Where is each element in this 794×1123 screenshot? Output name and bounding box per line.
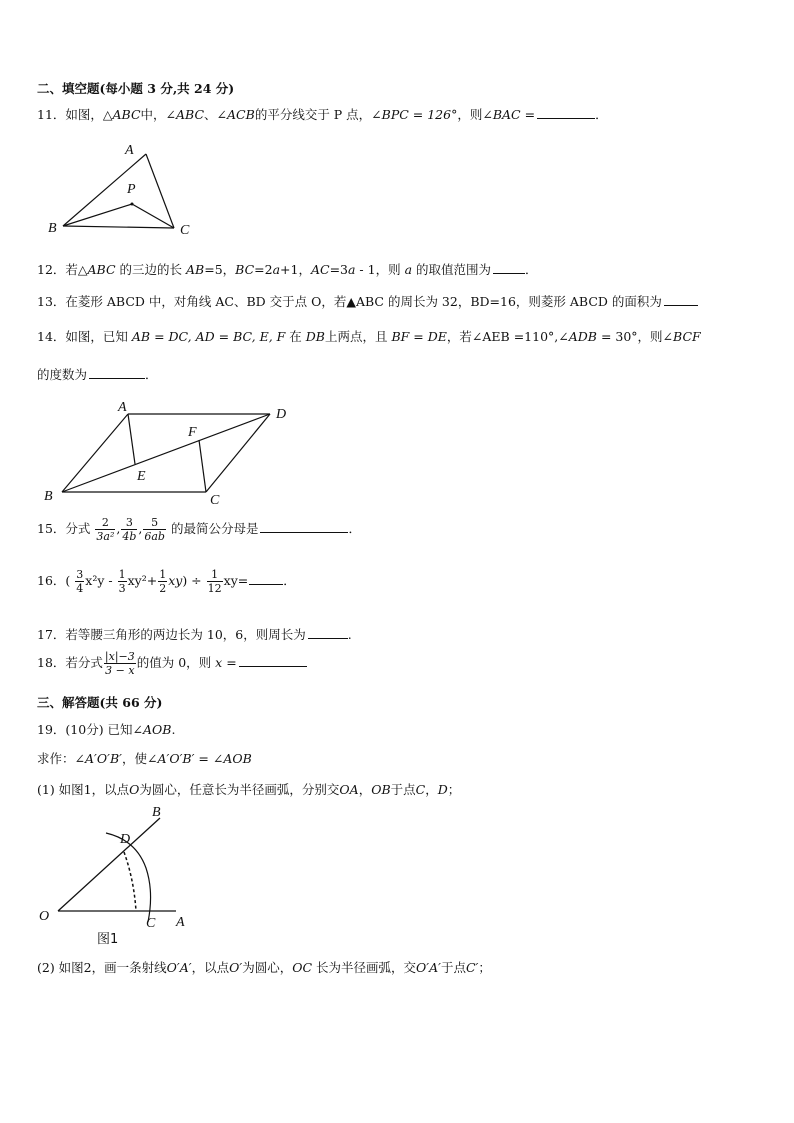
q19-req-text1: 求作： bbox=[37, 751, 75, 766]
q16-term1: x²y - bbox=[85, 573, 113, 588]
question-14-line2 bbox=[37, 365, 158, 383]
fig11-side-bc bbox=[63, 226, 174, 228]
fig14-label-a: A bbox=[118, 400, 127, 415]
question-18 bbox=[37, 650, 307, 677]
q12-bc: BC bbox=[235, 262, 255, 277]
figure-19-angle-construction bbox=[36, 800, 206, 950]
q19-req-angle2: ∠A′O′B′ = ∠AOB bbox=[146, 751, 252, 766]
q16-f1-den: 4 bbox=[76, 582, 84, 595]
q11-text3: 的平分线交于 P 点， bbox=[254, 107, 372, 122]
q16-fraction-2 bbox=[118, 568, 127, 595]
q12-v1: =5， bbox=[204, 262, 236, 277]
q18-frac-num: |x|−3 bbox=[104, 650, 135, 663]
q16-text1: 16．( bbox=[37, 573, 71, 588]
q12-text1: 12．若△ bbox=[37, 262, 88, 277]
q14-text3: 上两点，且 bbox=[324, 329, 392, 344]
q19-req-text2: ，使 bbox=[121, 751, 147, 766]
fig14-diagonal-bd bbox=[62, 414, 270, 492]
fig19-arc-dashed bbox=[124, 852, 136, 911]
fig14-label-c: C bbox=[210, 493, 220, 508]
section-title-fill-in: 二、填空题(每小题 3 分,共 24 分) bbox=[37, 81, 235, 96]
q19-2-oa2: O′A′ bbox=[416, 960, 441, 975]
fig11-bisector-bp bbox=[63, 204, 132, 226]
q19-1-text2: 为圆心，任意长为半径画弧，分别交 bbox=[139, 782, 340, 797]
fig14-segment-ae bbox=[128, 414, 135, 464]
q12-a3: a bbox=[404, 262, 413, 277]
question-19-requirement bbox=[37, 749, 252, 767]
fig19-label-d: D bbox=[120, 832, 131, 847]
q12-tri: ABC bbox=[87, 262, 116, 277]
q19-1-o: O bbox=[129, 782, 140, 797]
q12-answer-blank[interactable] bbox=[493, 263, 525, 274]
q18-fraction bbox=[104, 650, 136, 677]
q18-text1: 18．若分式 bbox=[37, 655, 103, 670]
fig14-side-ab bbox=[62, 414, 128, 492]
q18-answer-blank[interactable] bbox=[239, 656, 307, 667]
q12-v2: =2 bbox=[254, 262, 273, 277]
q16-answer-blank[interactable] bbox=[249, 574, 283, 585]
question-12 bbox=[37, 260, 538, 278]
q19-aob: ∠AOB bbox=[132, 722, 172, 737]
q12-a1: a bbox=[272, 262, 281, 277]
q19-1-text5: ， bbox=[425, 782, 438, 797]
q15-f3-den: 6ab bbox=[144, 530, 165, 543]
q12-a2: a bbox=[348, 262, 356, 277]
q14-cond1: AB = DC, AD = BC, E, F bbox=[131, 329, 286, 344]
q15-fraction-2 bbox=[121, 516, 137, 543]
q11-angle1: ∠ABC bbox=[165, 107, 205, 122]
q11-ask: ∠BAC = bbox=[482, 107, 536, 122]
q14-bcf: BCF bbox=[673, 329, 701, 344]
q15-f1-den: 3a² bbox=[96, 530, 115, 543]
fig14-label-e: E bbox=[137, 469, 146, 484]
q11-text: 11．如图， bbox=[37, 107, 103, 122]
fig19-label-o: O bbox=[39, 909, 50, 924]
q15-fraction-1 bbox=[95, 516, 115, 543]
q19-2-oc: OC bbox=[292, 960, 313, 975]
fig19-label-a: A bbox=[176, 915, 185, 930]
q15-f3-num: 5 bbox=[143, 516, 166, 530]
q15-f2-den: 4b bbox=[122, 530, 137, 543]
q15-end: ． bbox=[348, 521, 361, 536]
fig14-segment-cf bbox=[199, 440, 206, 492]
q19-1-text3: ， bbox=[358, 782, 372, 797]
q11-answer-blank[interactable] bbox=[537, 108, 595, 119]
q16-f4-num: 1 bbox=[207, 568, 223, 582]
fig11-side-ac bbox=[146, 154, 174, 228]
q16-f2-num: 1 bbox=[118, 568, 126, 581]
q14-adb: ADB bbox=[568, 329, 597, 344]
q11-tri: △ABC bbox=[102, 107, 141, 122]
q12-text2: 的三边的长 bbox=[115, 262, 186, 277]
q16-f1-num: 3 bbox=[76, 568, 84, 581]
q17-end: . bbox=[347, 627, 352, 642]
fig11-label-p: P bbox=[127, 182, 136, 197]
fig19-label-b: B bbox=[152, 805, 161, 820]
question-15: 15．分式 $\frac{2}{\text{3a²}}$ , $\frac{3}{4b}$ , $\frac{5}{6ab}$ 的最简公分母是 ． bbox=[37, 516, 361, 543]
q18-x: x bbox=[215, 655, 223, 670]
q14-cond2: BF = DE bbox=[391, 329, 447, 344]
question-19 bbox=[37, 720, 175, 738]
figure-11-triangle bbox=[40, 138, 210, 238]
q19-1-text4: 于点 bbox=[390, 782, 416, 797]
question-17 bbox=[37, 625, 352, 643]
q16-f4-den: 12 bbox=[207, 582, 222, 595]
q14-answer-blank[interactable] bbox=[89, 368, 145, 379]
q14-end: ． bbox=[145, 367, 158, 382]
q18-text3: = bbox=[222, 655, 237, 670]
q19-1-text1: (1) 如图1，以点 bbox=[37, 782, 130, 797]
q15-text1: 15．分式 bbox=[37, 521, 91, 536]
q12-text3: 的取值范围为 bbox=[412, 262, 491, 277]
q19-end: . bbox=[171, 722, 176, 737]
question-13 bbox=[37, 292, 698, 310]
q16-f3-den: 2 bbox=[159, 582, 167, 595]
q12-v3: +1， bbox=[280, 262, 311, 277]
q12-ac: AC bbox=[310, 262, 330, 277]
q11-condition: ∠BPC = 126° bbox=[371, 107, 458, 122]
q19-2-oa: O′A′ bbox=[166, 960, 192, 975]
q15-f1-num: 2 bbox=[95, 516, 115, 530]
q16-term2: xy²+ bbox=[127, 573, 158, 588]
q15-answer-blank[interactable] bbox=[260, 522, 348, 533]
fig11-point-p bbox=[131, 203, 134, 206]
q19-2-text1: (2) 如图2，画一条射线 bbox=[37, 960, 167, 975]
q19-2-text2: ，以点 bbox=[191, 960, 230, 975]
q12-v5: - 1，则 bbox=[355, 262, 405, 277]
q14-text1: 14．如图，已知 bbox=[37, 329, 132, 344]
q13-text: 13．在菱形 ABCD 中，对角线 AC、BD 交于点 O，若▲ABC 的周长为 32，BD=16，则菱形 ABCD 的面积为 bbox=[37, 294, 662, 309]
fig19-caption: 图1 bbox=[97, 932, 119, 947]
q19-1-text6: ； bbox=[447, 782, 461, 797]
q18-frac-den: 3 − x bbox=[105, 664, 135, 677]
q19-2-text6: ； bbox=[478, 960, 491, 975]
fig11-label-a: A bbox=[125, 143, 134, 158]
q16-term3: xy bbox=[168, 573, 183, 588]
q19-2-text5: 于点 bbox=[440, 960, 466, 975]
fig14-label-b: B bbox=[44, 489, 53, 504]
fig14-label-f: F bbox=[188, 425, 197, 440]
q16-term4: ) ÷ bbox=[182, 573, 202, 588]
question-11 bbox=[37, 105, 608, 123]
fig14-label-d: D bbox=[276, 407, 287, 422]
q19-1-oa: OA bbox=[339, 782, 359, 797]
q16-f2-den: 3 bbox=[118, 582, 126, 595]
q19-1-ob: OB bbox=[371, 782, 391, 797]
q12-end: ． bbox=[525, 262, 538, 277]
q12-v4: =3 bbox=[329, 262, 348, 277]
q17-text: 17．若等腰三角形的两边长为 10，6，则周长为 bbox=[37, 627, 306, 642]
fig11-bisector-cp bbox=[132, 204, 174, 228]
q16-f3-num: 1 bbox=[159, 568, 167, 581]
question-16 bbox=[37, 568, 296, 595]
figure-14-parallelogram bbox=[40, 396, 300, 511]
fig11-label-b: B bbox=[48, 221, 57, 236]
q17-answer-blank[interactable] bbox=[308, 628, 348, 639]
q14-text2: 在 bbox=[285, 329, 306, 344]
fig11-label-c: C bbox=[180, 223, 190, 238]
question-19-step2 bbox=[37, 958, 491, 976]
q19-text1: 19．(10分) 已知 bbox=[37, 722, 133, 737]
q14-db: DB bbox=[305, 329, 325, 344]
q13-answer-blank[interactable] bbox=[664, 295, 698, 306]
q15-text2: 的最简公分母是 bbox=[170, 521, 259, 536]
q14-line2-text: 的度数为 bbox=[37, 367, 88, 382]
question-14 bbox=[37, 327, 701, 345]
q11-end: ． bbox=[595, 107, 608, 122]
q11-text2: 中， bbox=[140, 107, 166, 122]
q14-text4: ，若∠AEB =110°,∠ bbox=[446, 329, 569, 344]
q19-2-c: C′ bbox=[465, 960, 479, 975]
q16-term5: xy= bbox=[223, 573, 249, 588]
q19-2-text4: 长为半径画弧，交 bbox=[312, 960, 417, 975]
q16-fraction-1 bbox=[75, 568, 84, 595]
q19-1-c: C bbox=[415, 782, 426, 797]
q11-angle2: ∠ACB bbox=[216, 107, 255, 122]
section-title-solutions: 三、解答题(共 66 分) bbox=[37, 695, 163, 710]
q14-text5: = 30°，则∠ bbox=[596, 329, 674, 344]
fig19-label-c: C bbox=[146, 916, 156, 931]
q19-1-d: D bbox=[437, 782, 448, 797]
q16-end: ． bbox=[283, 573, 296, 588]
q11-text4: ，则 bbox=[457, 107, 483, 122]
question-19-step1 bbox=[37, 780, 460, 798]
q12-ab: AB bbox=[186, 262, 205, 277]
q19-2-o: O′ bbox=[229, 960, 243, 975]
q18-text2: 的值为 0，则 bbox=[136, 655, 216, 670]
q19-req-angle1: ∠A′O′B′ bbox=[74, 751, 122, 766]
q16-fraction-4 bbox=[207, 568, 223, 595]
q16-fraction-3 bbox=[158, 568, 167, 595]
q15-f2-num: 3 bbox=[121, 516, 137, 530]
q11-sep: 、 bbox=[204, 107, 217, 122]
q15-fraction-3 bbox=[143, 516, 166, 543]
q19-2-text3: 为圆心， bbox=[242, 960, 293, 975]
